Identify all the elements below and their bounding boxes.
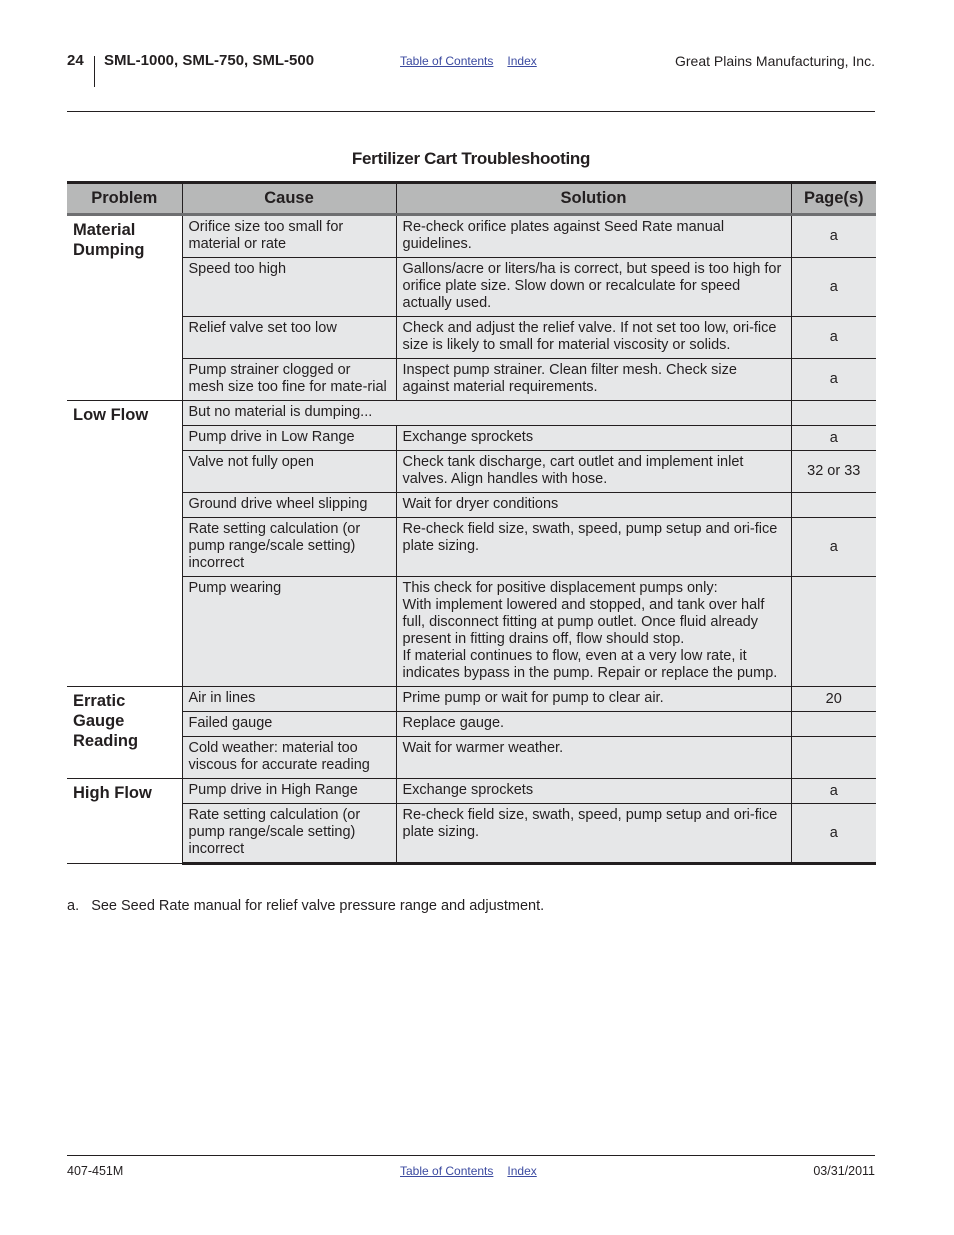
table-row <box>67 712 876 737</box>
header-divider <box>94 56 95 87</box>
cause-cell: Pump strainer clogged or mesh size too fine for mate-rial <box>182 359 396 401</box>
table-title: Fertilizer Cart Troubleshooting <box>351 149 591 168</box>
solution-cell: Check tank discharge, cart outlet and implement inlet valves. Align handles with hose. <box>396 451 791 493</box>
cause-cell: Cold weather: material too viscous for accurate reading <box>182 737 396 779</box>
header-toc-link[interactable]: Table of Contents <box>400 54 494 68</box>
cause-cell: Failed gauge <box>182 712 396 737</box>
table-row <box>67 518 876 577</box>
footer-rule <box>67 1155 875 1156</box>
table-row <box>67 577 876 687</box>
solution-cell: Wait for dryer conditions <box>396 493 791 518</box>
model-title: SML-1000, SML-750, SML-500 <box>104 52 315 69</box>
pages-cell: a <box>791 518 876 577</box>
pages-cell <box>791 577 876 687</box>
troubleshooting-table <box>67 181 876 865</box>
column-header-solution: Solution <box>396 183 791 215</box>
column-header-pages: Page(s) <box>791 183 876 215</box>
table-row <box>67 804 876 864</box>
pages-cell <box>791 401 876 426</box>
table-row <box>67 258 876 317</box>
column-header-cause: Cause <box>182 183 396 215</box>
document-date: 03/31/2011 <box>813 1164 875 1178</box>
column-header-problem: Problem <box>67 183 182 215</box>
pages-cell: a <box>791 317 876 359</box>
table-row <box>67 426 876 451</box>
solution-cell: Check and adjust the relief valve. If not set too low, ori-fice size is likely to small for material viscosity or solids. <box>396 317 791 359</box>
footer-links <box>400 1164 537 1178</box>
group-note-cell: But no material is dumping... <box>182 401 791 426</box>
solution-cell: Replace gauge. <box>396 712 791 737</box>
cause-cell: Valve not fully open <box>182 451 396 493</box>
header-rule <box>67 111 875 112</box>
company-name: Great Plains Manufacturing, Inc. <box>675 53 875 69</box>
pages-cell: a <box>791 426 876 451</box>
header-links <box>400 54 537 68</box>
document-number: 407-451M <box>67 1164 124 1178</box>
solution-cell: Gallons/acre or liters/ha is correct, but speed is too high for orifice plate size. Slow down or recalculate for speed actually used. <box>396 258 791 317</box>
table-row <box>67 687 876 712</box>
table-row <box>67 737 876 779</box>
solution-cell: Inspect pump strainer. Clean filter mesh. Check size against material requirements. <box>396 359 791 401</box>
table-row <box>67 451 876 493</box>
problem-cell: Low Flow <box>67 401 182 687</box>
cause-cell: Pump wearing <box>182 577 396 687</box>
footer-toc-link[interactable]: Table of Contents <box>400 1164 494 1178</box>
footnote-marker: a. <box>67 898 80 914</box>
problem-cell: High Flow <box>67 779 182 864</box>
footer-index-link[interactable]: Index <box>507 1164 537 1178</box>
table-row <box>67 359 876 401</box>
pages-cell: a <box>791 804 876 864</box>
solution-cell: This check for positive displacement pumps only: With implement lowered and stopped, and tank over half full, disconnect fitting at pump outlet. Once fluid already present in fitting drains off, flow should stop. If material continues to flow, even at a very low rate, it indicates bypass in the pump. Repair or replace the pump. <box>396 577 791 687</box>
problem-cell: Material Dumping <box>67 215 182 401</box>
table-row <box>67 401 876 426</box>
pages-cell: a <box>791 258 876 317</box>
solution-cell: Wait for warmer weather. <box>396 737 791 779</box>
cause-cell: Relief valve set too low <box>182 317 396 359</box>
cause-cell: Pump drive in Low Range <box>182 426 396 451</box>
solution-cell: Re-check orifice plates against Seed Rate manual guidelines. <box>396 215 791 258</box>
solution-cell: Re-check field size, swath, speed, pump setup and ori-fice plate sizing. <box>396 518 791 577</box>
footnote-text: See Seed Rate manual for relief valve pressure range and adjustment. <box>91 898 545 914</box>
pages-cell: a <box>791 215 876 258</box>
cause-cell: Pump drive in High Range <box>182 779 396 804</box>
pages-cell <box>791 737 876 779</box>
table-row <box>67 493 876 518</box>
footnote <box>67 898 544 914</box>
pages-cell <box>791 493 876 518</box>
cause-cell: Orifice size too small for material or rate <box>182 215 396 258</box>
pages-cell: 20 <box>791 687 876 712</box>
pages-cell: a <box>791 779 876 804</box>
pages-cell <box>791 712 876 737</box>
table-body <box>67 215 876 864</box>
cause-cell: Rate setting calculation (or pump range/scale setting) incorrect <box>182 804 396 864</box>
cause-cell: Speed too high <box>182 258 396 317</box>
table-header-row <box>67 183 876 215</box>
solution-cell: Exchange sprockets <box>396 426 791 451</box>
cause-cell: Ground drive wheel slipping <box>182 493 396 518</box>
pages-cell: 32 or 33 <box>791 451 876 493</box>
cause-cell: Rate setting calculation (or pump range/scale setting) incorrect <box>182 518 396 577</box>
table-row <box>67 317 876 359</box>
page-number: 24 <box>67 52 84 69</box>
solution-cell: Prime pump or wait for pump to clear air. <box>396 687 791 712</box>
pages-cell: a <box>791 359 876 401</box>
solution-cell: Re-check field size, swath, speed, pump setup and ori-fice plate sizing. <box>396 804 791 864</box>
table-row <box>67 215 876 258</box>
problem-cell: Erratic Gauge Reading <box>67 687 182 779</box>
cause-cell: Air in lines <box>182 687 396 712</box>
solution-cell: Exchange sprockets <box>396 779 791 804</box>
header-index-link[interactable]: Index <box>507 54 537 68</box>
table-row <box>67 779 876 804</box>
